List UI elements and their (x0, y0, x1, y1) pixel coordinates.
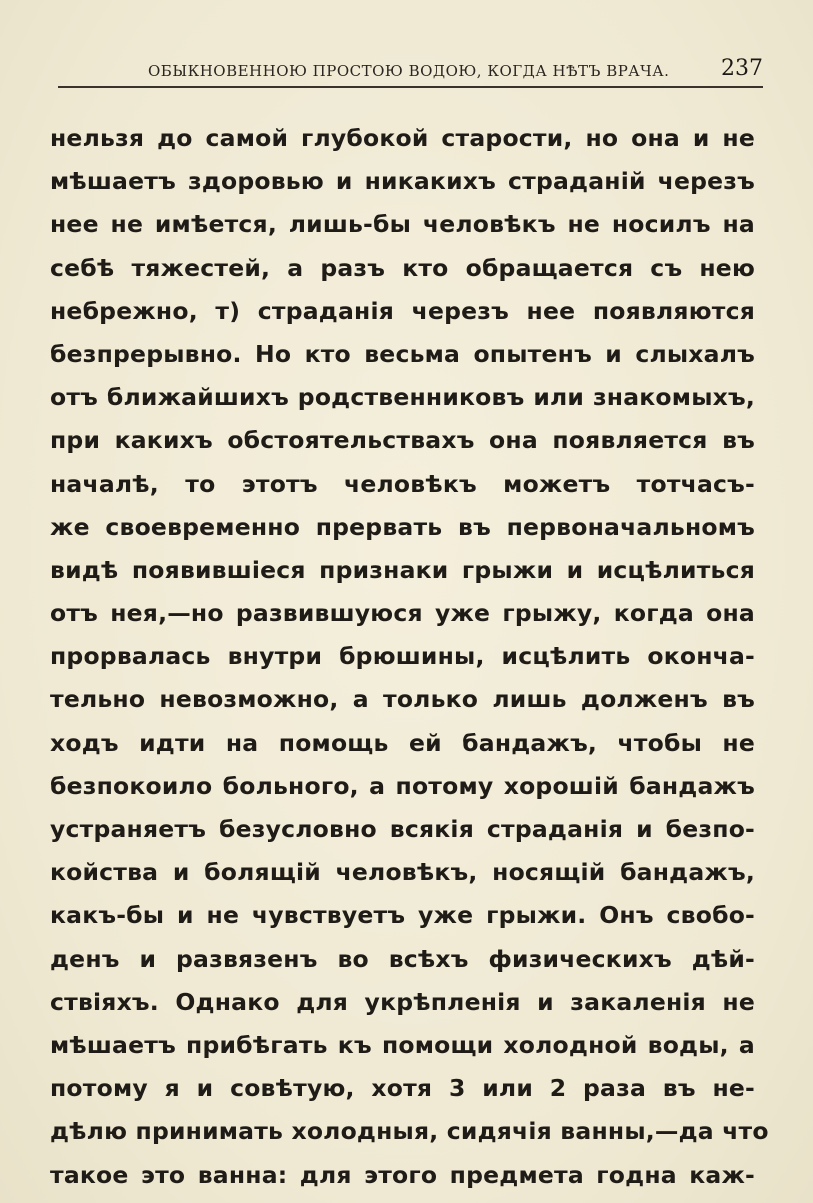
body-text (50, 117, 769, 1197)
text-line: себѣ тяжестей, а разъ кто обращается съ нею (50, 253, 755, 282)
text-line: ствіяхъ. Однако для укрѣпленія и закаленія не (50, 987, 755, 1016)
text-line: койства и болящій человѣкъ, носящій бандажъ, (50, 858, 755, 887)
text-line: нельзя до самой глубокой старости, но она и не (50, 124, 755, 152)
running-header (58, 56, 763, 90)
text-line: безпрерывно. Но кто весьма опытенъ и слыхалъ (50, 339, 755, 368)
text-line: же своевременно прервать въ первоначальномъ (50, 512, 755, 541)
text-line: мѣшаетъ прибѣгать къ помощи холодной воды, а (50, 1030, 755, 1059)
header-rule (58, 86, 763, 88)
text-line: мѣшаетъ здоровью и никакихъ страданій черезъ (50, 167, 755, 196)
text-line: какъ-бы и не чувствуетъ уже грыжи. Онъ свобо- (50, 901, 755, 930)
text-line: дѣлю принимать холодныя, сидячія ванны,—да что (50, 1117, 769, 1146)
text-line: безпокоило больного, а потому хорошій бандажъ (50, 771, 755, 800)
text-line: отъ нея,—но развившуюся уже грыжу, когда она (50, 599, 755, 628)
text-line: ходъ идти на помощь ей бандажъ, чтобы не (50, 728, 755, 757)
text-line: потому я и совѣтую, хотя 3 или 2 раза въ не- (50, 1074, 755, 1103)
text-line: денъ и развязенъ во всѣхъ физическихъ дѣй- (50, 944, 755, 973)
page-number: 237 (721, 56, 763, 81)
text-line: небрежно, т) страданія черезъ нее появляются (50, 296, 755, 325)
text-line: прорвалась внутри брюшины, исцѣлить оконча- (50, 642, 755, 671)
text-line: тельно невозможно, а только лишь долженъ въ (50, 685, 755, 714)
text-line: при какихъ обстоятельствахъ она появляется въ (50, 426, 755, 455)
text-line: отъ ближайшихъ родственниковъ или знакомыхъ, (50, 383, 755, 412)
text-line: началѣ, то этотъ человѣкъ можетъ тотчасъ- (50, 469, 755, 498)
running-title: ОБЫКНОВЕННОЮ ПРОСТОЮ ВОДОЮ, КОГДА НѢТЪ ВРАЧА. (148, 62, 670, 80)
text-line: видѣ появившіеся признаки грыжи и исцѣлиться (50, 555, 755, 584)
text-line: такое это ванна: для этого предмета годна каж- (50, 1160, 755, 1189)
text-line: нее не имѣется, лишь-бы человѣкъ не носилъ на (50, 210, 755, 239)
text-line: устраняетъ безусловно всякія страданія и безпо- (50, 815, 755, 843)
